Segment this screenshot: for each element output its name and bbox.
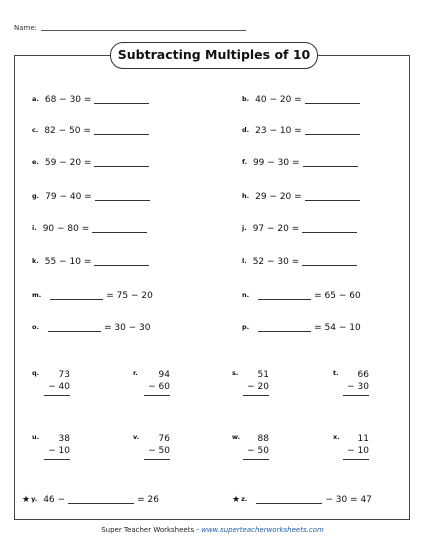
problem-expr: 82 − 50 = [44, 126, 91, 136]
problem-x [333, 433, 369, 463]
answer-line[interactable] [243, 459, 269, 460]
problem-h [242, 190, 360, 203]
problem-label: m. [32, 291, 42, 299]
answer-blank[interactable] [94, 158, 149, 167]
subtrahend: − 60 [148, 382, 170, 392]
subtrahend: − 10 [48, 446, 70, 456]
answer-line[interactable] [144, 395, 170, 396]
problem-label: q. [32, 369, 40, 377]
problem-label: g. [32, 192, 40, 200]
problem-expr: = 65 − 60 [314, 291, 361, 301]
answer-blank[interactable] [258, 291, 311, 300]
subtrahend: − 20 [247, 382, 269, 392]
problem-label: z. [241, 495, 248, 503]
subtrahend: − 40 [48, 382, 70, 392]
answer-line[interactable] [144, 459, 170, 460]
problem-expr: 23 − 10 = [255, 126, 302, 136]
problem-expr: = 75 − 20 [106, 291, 153, 301]
subtrahend: − 50 [247, 446, 269, 456]
problem-expr: 40 − 20 = [255, 95, 302, 105]
problem-l [242, 255, 357, 268]
problem-label: s. [232, 369, 239, 377]
answer-blank[interactable] [305, 126, 360, 135]
answer-line[interactable] [44, 395, 70, 396]
footer [0, 526, 425, 534]
name-row [14, 24, 246, 32]
minuend: 11 [357, 434, 369, 444]
problem-expr: = 54 − 10 [314, 323, 361, 333]
problem-label: o. [32, 323, 39, 331]
problem-label: l. [242, 257, 247, 265]
problem-expr: = 30 − 30 [103, 323, 151, 333]
footer-url[interactable]: www.superteacherworksheets.com [201, 526, 324, 534]
problem-label: v. [133, 433, 140, 441]
problem-r [133, 369, 170, 399]
answer-blank[interactable] [305, 192, 360, 201]
answer-blank[interactable] [94, 126, 149, 135]
problem-label: t. [333, 369, 339, 377]
problem-c [32, 124, 149, 137]
problem-expr: 90 − 80 = [42, 224, 90, 234]
answer-blank[interactable] [305, 95, 360, 104]
problem-i [32, 222, 147, 235]
problem-label: i. [32, 224, 37, 232]
problem-j [242, 222, 357, 235]
problem-v [133, 433, 170, 463]
problem-z [232, 493, 372, 506]
problem-label: e. [32, 158, 39, 166]
star-icon: ★ [232, 495, 241, 505]
subtrahend: − 10 [347, 446, 369, 456]
minuend: 76 [158, 434, 170, 444]
answer-blank[interactable] [302, 224, 357, 233]
answer-line[interactable] [343, 459, 369, 460]
problem-expr: 68 − 30 = [44, 95, 92, 105]
answer-blank[interactable] [256, 495, 322, 504]
problem-label: w. [232, 433, 241, 441]
problem-label: c. [32, 126, 39, 134]
problem-m [32, 289, 153, 302]
problem-p [242, 321, 361, 334]
problem-label: y. [31, 495, 38, 503]
minuend: 88 [257, 434, 269, 444]
problem-label: u. [32, 433, 40, 441]
problem-expr: 55 − 10 = [44, 257, 92, 267]
minuend: 66 [357, 370, 369, 380]
answer-blank[interactable] [68, 495, 134, 504]
problem-expr: 59 − 20 = [44, 158, 92, 168]
name-label: Name: [14, 24, 38, 32]
problem-a [32, 93, 149, 106]
problem-d [242, 124, 360, 137]
problem-u [32, 433, 70, 463]
minuend: 51 [257, 370, 269, 380]
answer-blank[interactable] [258, 323, 311, 332]
answer-blank[interactable] [50, 291, 103, 300]
problem-expr-after: = 26 [137, 495, 159, 505]
problem-s [232, 369, 269, 399]
problem-label: f. [242, 158, 247, 166]
problem-expr: 29 − 20 = [255, 192, 302, 202]
answer-line[interactable] [343, 395, 369, 396]
problem-b [242, 93, 360, 106]
answer-blank[interactable] [48, 323, 101, 332]
answer-blank[interactable] [94, 95, 149, 104]
problem-expr: 99 − 30 = [252, 158, 300, 168]
problem-t [333, 369, 369, 399]
subtrahend: − 50 [148, 446, 170, 456]
problem-label: x. [333, 433, 340, 441]
subtrahend: − 30 [347, 382, 369, 392]
minuend: 38 [58, 434, 70, 444]
problem-k [32, 255, 149, 268]
answer-line[interactable] [243, 395, 269, 396]
problem-label: r. [133, 369, 138, 377]
problem-e [32, 156, 149, 169]
problem-expr: 52 − 30 = [252, 257, 300, 267]
problem-label: a. [32, 95, 39, 103]
minuend: 94 [158, 370, 170, 380]
name-line[interactable] [41, 30, 246, 31]
answer-blank[interactable] [92, 224, 147, 233]
problem-expr-after: − 30 = 47 [325, 495, 372, 505]
answer-line[interactable] [44, 459, 70, 460]
answer-blank[interactable] [94, 257, 149, 266]
problem-g [32, 190, 150, 203]
problem-label: d. [242, 126, 250, 134]
problem-f [242, 156, 358, 169]
problem-o [32, 321, 151, 334]
problem-expr-before: 46 − [43, 495, 66, 505]
problem-expr: 79 − 40 = [45, 192, 92, 202]
problem-label: k. [32, 257, 39, 265]
answer-blank[interactable] [303, 158, 358, 167]
problem-label: h. [242, 192, 250, 200]
problem-w [232, 433, 269, 463]
problem-n [242, 289, 361, 302]
star-icon: ★ [22, 495, 31, 505]
footer-brand: Super Teacher Worksheets - [101, 526, 202, 534]
answer-blank[interactable] [302, 257, 357, 266]
problem-expr: 97 − 20 = [252, 224, 300, 234]
problem-label: p. [242, 323, 250, 331]
problem-y [22, 493, 159, 506]
problem-q [32, 369, 70, 399]
worksheet-title: Subtracting Multiples of 10 [110, 42, 318, 69]
problem-label: n. [242, 291, 250, 299]
minuend: 73 [58, 370, 70, 380]
problem-label: j. [242, 224, 247, 232]
problem-label: b. [242, 95, 250, 103]
answer-blank[interactable] [95, 192, 150, 201]
